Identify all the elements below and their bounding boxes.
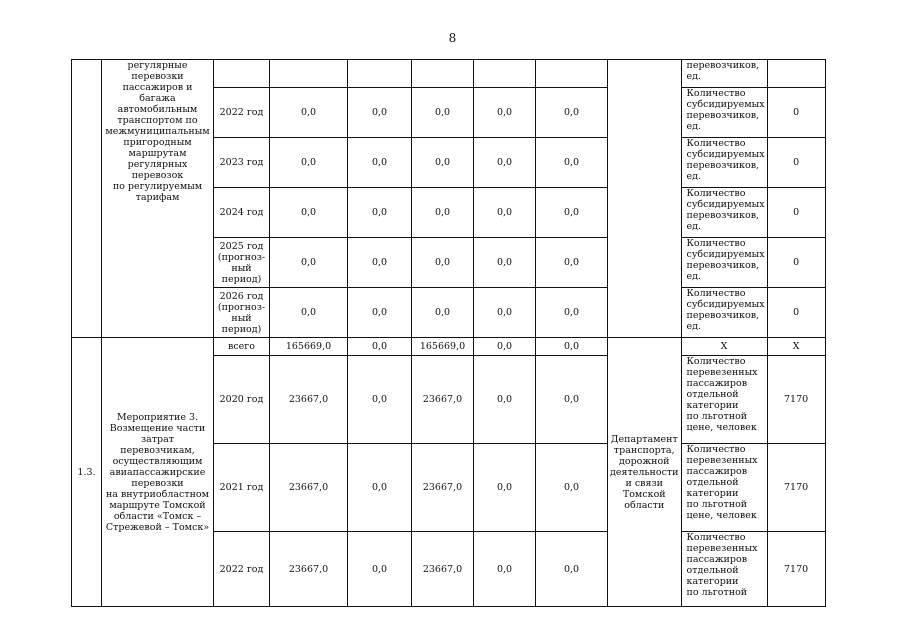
row-number-cell [72, 60, 102, 338]
value-cell: 0,0 [348, 356, 412, 444]
value-cell: 0,0 [270, 238, 348, 288]
value-cell: 0,0 [270, 88, 348, 138]
target-cell: 0 [767, 238, 825, 288]
value-cell: 0,0 [536, 238, 608, 288]
table-row [72, 60, 826, 88]
value-cell: 0,0 [412, 138, 474, 188]
target-cell: Х [767, 338, 825, 356]
target-cell: 0 [767, 188, 825, 238]
value-cell: 0,0 [348, 532, 412, 607]
value-cell: 0,0 [474, 444, 536, 532]
value-cell: 0,0 [348, 338, 412, 356]
indicator-cell: Количество перевезенных пассажиров отдельной категории по льготной цене, человек [681, 356, 767, 444]
value-cell: 0,0 [270, 188, 348, 238]
value-cell: 0,0 [348, 444, 412, 532]
value-cell [536, 60, 608, 88]
indicator-cell: Количество субсидируемых перевозчиков, ед. [681, 138, 767, 188]
value-cell: 165669,0 [412, 338, 474, 356]
value-cell: 0,0 [474, 138, 536, 188]
value-cell: 0,0 [536, 138, 608, 188]
value-cell: 23667,0 [412, 356, 474, 444]
indicator-cell: Количество субсидируемых перевозчиков, ед. [681, 238, 767, 288]
value-cell: 0,0 [474, 338, 536, 356]
indicator-cell: Количество перевезенных пассажиров отдельной категории по льготной цене, человек [681, 444, 767, 532]
value-cell: 23667,0 [270, 356, 348, 444]
value-cell: 0,0 [270, 138, 348, 188]
target-cell: 7170 [767, 356, 825, 444]
value-cell: 0,0 [474, 188, 536, 238]
value-cell: 0,0 [474, 532, 536, 607]
year-cell: 2026 год (прогноз- ный период) [214, 288, 270, 338]
value-cell: 0,0 [474, 288, 536, 338]
department-cell [608, 60, 682, 338]
indicator-cell: Количество субсидируемых перевозчиков, ед. [681, 288, 767, 338]
value-cell: 0,0 [536, 88, 608, 138]
year-cell: 2023 год [214, 138, 270, 188]
value-cell: 0,0 [536, 338, 608, 356]
value-cell [214, 60, 270, 88]
value-cell: 0,0 [412, 188, 474, 238]
page-number: 8 [448, 31, 457, 45]
value-cell [270, 60, 348, 88]
value-cell: 0,0 [536, 444, 608, 532]
year-cell: 2020 год [214, 356, 270, 444]
year-cell: 2022 год [214, 88, 270, 138]
value-cell: 0,0 [348, 188, 412, 238]
value-cell: 165669,0 [270, 338, 348, 356]
value-cell: 0,0 [536, 532, 608, 607]
value-cell: 0,0 [474, 238, 536, 288]
year-cell: 2022 год [214, 532, 270, 607]
value-cell: 0,0 [536, 188, 608, 238]
indicator-cell: Количество субсидируемых перевозчиков, ед. [681, 88, 767, 138]
target-cell: 7170 [767, 444, 825, 532]
value-cell [474, 60, 536, 88]
value-cell: 0,0 [536, 356, 608, 444]
indicator-cell: Количество перевезенных пассажиров отдельной категории по льготной [681, 532, 767, 607]
target-cell: 7170 [767, 532, 825, 607]
value-cell [348, 60, 412, 88]
value-cell: 23667,0 [270, 532, 348, 607]
year-cell: всего [214, 338, 270, 356]
event-name-cell: Мероприятие 3. Возмещение части затрат перевозчикам, осуществляющим авиапассажирские перевозки на внутриобластном маршруте Томской области «Томск – Стрежевой – Томск» [102, 338, 214, 607]
value-cell: 0,0 [270, 288, 348, 338]
value-cell: 0,0 [412, 238, 474, 288]
department-cell: Департамент транспорта, дорожной деятельности и связи Томской области [608, 338, 682, 607]
value-cell: 0,0 [536, 288, 608, 338]
row-number-cell: 1.3. [72, 338, 102, 607]
value-cell [412, 60, 474, 88]
value-cell: 23667,0 [412, 444, 474, 532]
target-cell: 0 [767, 88, 825, 138]
value-cell: 0,0 [348, 238, 412, 288]
value-cell: 0,0 [474, 356, 536, 444]
year-cell: 2021 год [214, 444, 270, 532]
target-cell: 0 [767, 288, 825, 338]
program-table [71, 59, 826, 607]
value-cell: 0,0 [412, 88, 474, 138]
event-name-cell: регулярные перевозки пассажиров и багажа автомобильным транспортом по межмуниципальным пригородным маршрутам регулярных перевозок по регулируемым тарифам [102, 60, 214, 338]
value-cell: 0,0 [412, 288, 474, 338]
value-cell: 23667,0 [270, 444, 348, 532]
indicator-cell: Количество субсидируемых перевозчиков, ед. [681, 188, 767, 238]
value-cell: 0,0 [348, 138, 412, 188]
value-cell: 0,0 [474, 88, 536, 138]
target-cell: 0 [767, 138, 825, 188]
value-cell: 23667,0 [412, 532, 474, 607]
indicator-cell: Х [681, 338, 767, 356]
value-cell: 0,0 [348, 88, 412, 138]
table-row [72, 338, 826, 356]
year-cell: 2025 год (прогноз- ный период) [214, 238, 270, 288]
indicator-cell: перевозчиков, ед. [681, 60, 767, 88]
value-cell: 0,0 [348, 288, 412, 338]
target-cell [767, 60, 825, 88]
year-cell: 2024 год [214, 188, 270, 238]
